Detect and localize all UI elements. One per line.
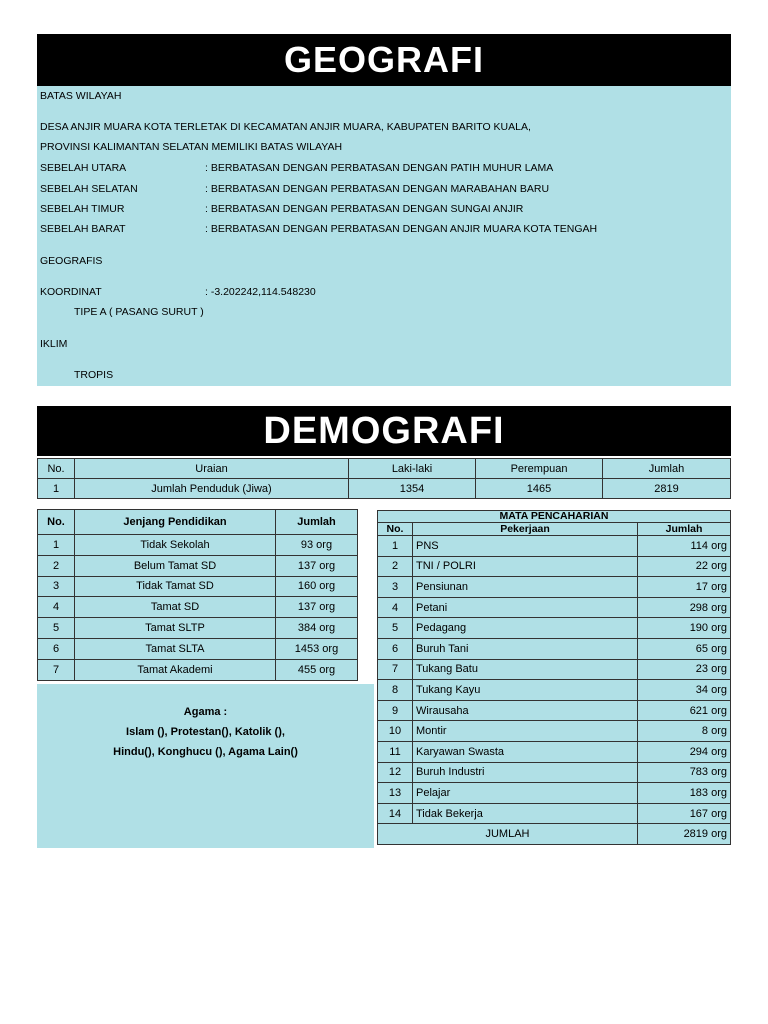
- cell: Tidak Sekolah: [75, 535, 276, 556]
- agama-heading: Agama :: [183, 706, 228, 718]
- border-east-value: : BERBATASAN DENGAN PERBATASAN DENGAN SUNGAI ANJIR: [205, 203, 524, 215]
- table-row: [378, 783, 731, 804]
- table-row: [378, 700, 731, 721]
- cell: 12: [378, 762, 413, 783]
- table-row: [38, 576, 358, 597]
- cell: 137 org: [276, 597, 358, 618]
- cell: 3: [378, 577, 413, 598]
- header-cell: Jumlah: [276, 510, 358, 535]
- header-cell: Uraian: [75, 459, 349, 479]
- table-row: [378, 536, 731, 557]
- agama-section: [37, 684, 374, 848]
- cell: 783 org: [638, 762, 731, 783]
- cell: 1465: [476, 479, 603, 499]
- border-west-label: SEBELAH BARAT: [40, 223, 126, 235]
- cell: PNS: [413, 536, 638, 557]
- border-west-value: : BERBATASAN DENGAN PERBATASAN DENGAN ANJIR MUARA KOTA TENGAH: [205, 223, 598, 235]
- cell: 160 org: [276, 576, 358, 597]
- cell: 7: [378, 659, 413, 680]
- cell: 1: [38, 535, 75, 556]
- cell: 7: [38, 659, 75, 680]
- cell: 17 org: [638, 577, 731, 598]
- cell: 4: [378, 597, 413, 618]
- demografi-title: DEMOGRAFI: [37, 406, 731, 456]
- cell: 1: [378, 536, 413, 557]
- cell: Tukang Batu: [413, 659, 638, 680]
- header-cell: Perempuan: [476, 459, 603, 479]
- cell: Pelajar: [413, 783, 638, 804]
- header-cell: Jenjang Pendidikan: [75, 510, 276, 535]
- table-row: [378, 597, 731, 618]
- cell: Karyawan Swasta: [413, 741, 638, 762]
- cell: 2: [38, 555, 75, 576]
- table-row: [38, 555, 358, 576]
- cell: 1354: [349, 479, 476, 499]
- batas-wilayah-heading: BATAS WILAYAH: [40, 90, 122, 102]
- cell: 190 org: [638, 618, 731, 639]
- education-table: [37, 509, 358, 681]
- iklim-label: IKLIM: [40, 338, 68, 350]
- table-row: [38, 597, 358, 618]
- geografi-title: GEOGRAFI: [37, 34, 731, 86]
- cell: Montir: [413, 721, 638, 742]
- geografi-section: [37, 86, 731, 386]
- cell: Belum Tamat SD: [75, 555, 276, 576]
- header-cell: Jumlah: [603, 459, 731, 479]
- cell: 14: [378, 803, 413, 824]
- intro-line-2: PROVINSI KALIMANTAN SELATAN MEMILIKI BATAS WILAYAH: [40, 141, 343, 153]
- cell: 5: [38, 618, 75, 639]
- intro-line-1: DESA ANJIR MUARA KOTA TERLETAK DI KECAMATAN ANJIR MUARA, KABUPATEN BARITO KUALA,: [40, 121, 531, 133]
- header-cell: Pekerjaan: [413, 523, 638, 536]
- table-row: [378, 577, 731, 598]
- koordinat-value: : -3.202242,114.548230: [205, 286, 316, 298]
- cell: Petani: [413, 597, 638, 618]
- cell: Buruh Tani: [413, 638, 638, 659]
- cell: Tamat Akademi: [75, 659, 276, 680]
- cell: 10: [378, 721, 413, 742]
- table-header-row: [38, 510, 358, 535]
- koordinat-label: KOORDINAT: [40, 286, 102, 298]
- cell: 4: [38, 597, 75, 618]
- table-row: [38, 638, 358, 659]
- cell: 13: [378, 783, 413, 804]
- cell: 114 org: [638, 536, 731, 557]
- cell: 137 org: [276, 555, 358, 576]
- table-row: [38, 618, 358, 639]
- header-cell: Jumlah: [638, 523, 731, 536]
- table-header-row: [38, 459, 731, 479]
- table-row: [378, 680, 731, 701]
- cell: Jumlah Penduduk (Jiwa): [75, 479, 349, 499]
- cell: 2819: [603, 479, 731, 499]
- table-header-row: [378, 523, 731, 536]
- iklim-value: TROPIS: [74, 369, 114, 381]
- cell: 23 org: [638, 659, 731, 680]
- table-row: [38, 535, 358, 556]
- agama-line-2: Islam (), Protestan(), Katolik (),: [126, 726, 285, 738]
- cell: 8 org: [638, 721, 731, 742]
- cell: Tidak Bekerja: [413, 803, 638, 824]
- occupation-table: [377, 510, 731, 845]
- agama-line-3: Hindu(), Konghucu (), Agama Lain(): [113, 746, 298, 758]
- table-row: [378, 741, 731, 762]
- cell: Tamat SLTA: [75, 638, 276, 659]
- cell: 2: [378, 556, 413, 577]
- border-south-value: : BERBATASAN DENGAN PERBATASAN DENGAN MARABAHAN BARU: [205, 183, 550, 195]
- header-cell: No.: [38, 510, 75, 535]
- cell: 294 org: [638, 741, 731, 762]
- table-total-row: [378, 824, 731, 845]
- table-row: [378, 721, 731, 742]
- cell: Buruh Industri: [413, 762, 638, 783]
- cell: Wirausaha: [413, 700, 638, 721]
- cell: Tukang Kayu: [413, 680, 638, 701]
- table-row: [378, 638, 731, 659]
- cell: Tidak Tamat SD: [75, 576, 276, 597]
- total-label: JUMLAH: [378, 824, 638, 845]
- cell: 1453 org: [276, 638, 358, 659]
- border-north-value: : BERBATASAN DENGAN PERBATASAN DENGAN PATIH MUHUR LAMA: [205, 162, 554, 174]
- cell: 9: [378, 700, 413, 721]
- cell: Pedagang: [413, 618, 638, 639]
- cell: Tamat SD: [75, 597, 276, 618]
- cell: 384 org: [276, 618, 358, 639]
- total-value: 2819 org: [638, 824, 731, 845]
- cell: 298 org: [638, 597, 731, 618]
- cell: 93 org: [276, 535, 358, 556]
- cell: Pensiunan: [413, 577, 638, 598]
- tipe-value: TIPE A ( PASANG SURUT ): [74, 306, 204, 318]
- cell: 3: [38, 576, 75, 597]
- geografis-heading: GEOGRAFIS: [40, 255, 103, 267]
- border-east-label: SEBELAH TIMUR: [40, 203, 125, 215]
- cell: 1: [38, 479, 75, 499]
- table-row: [378, 762, 731, 783]
- cell: 5: [378, 618, 413, 639]
- cell: 34 org: [638, 680, 731, 701]
- cell: 621 org: [638, 700, 731, 721]
- table-row: [38, 479, 731, 499]
- cell: TNI / POLRI: [413, 556, 638, 577]
- border-north-label: SEBELAH UTARA: [40, 162, 127, 174]
- border-south-label: SEBELAH SELATAN: [40, 183, 138, 195]
- table-row: [378, 556, 731, 577]
- table-row: [378, 659, 731, 680]
- table-row: [378, 803, 731, 824]
- cell: Tamat SLTP: [75, 618, 276, 639]
- population-summary-table: [37, 458, 731, 499]
- cell: 6: [38, 638, 75, 659]
- cell: 455 org: [276, 659, 358, 680]
- header-cell: No.: [378, 523, 413, 536]
- cell: 22 org: [638, 556, 731, 577]
- table-row: [378, 618, 731, 639]
- header-cell: Laki-laki: [349, 459, 476, 479]
- cell: 167 org: [638, 803, 731, 824]
- cell: 6: [378, 638, 413, 659]
- header-cell: No.: [38, 459, 75, 479]
- cell: 11: [378, 741, 413, 762]
- table-title-row: [378, 511, 731, 523]
- cell: 183 org: [638, 783, 731, 804]
- cell: 65 org: [638, 638, 731, 659]
- table-row: [38, 659, 358, 680]
- cell: 8: [378, 680, 413, 701]
- table-title: MATA PENCAHARIAN: [378, 511, 731, 523]
